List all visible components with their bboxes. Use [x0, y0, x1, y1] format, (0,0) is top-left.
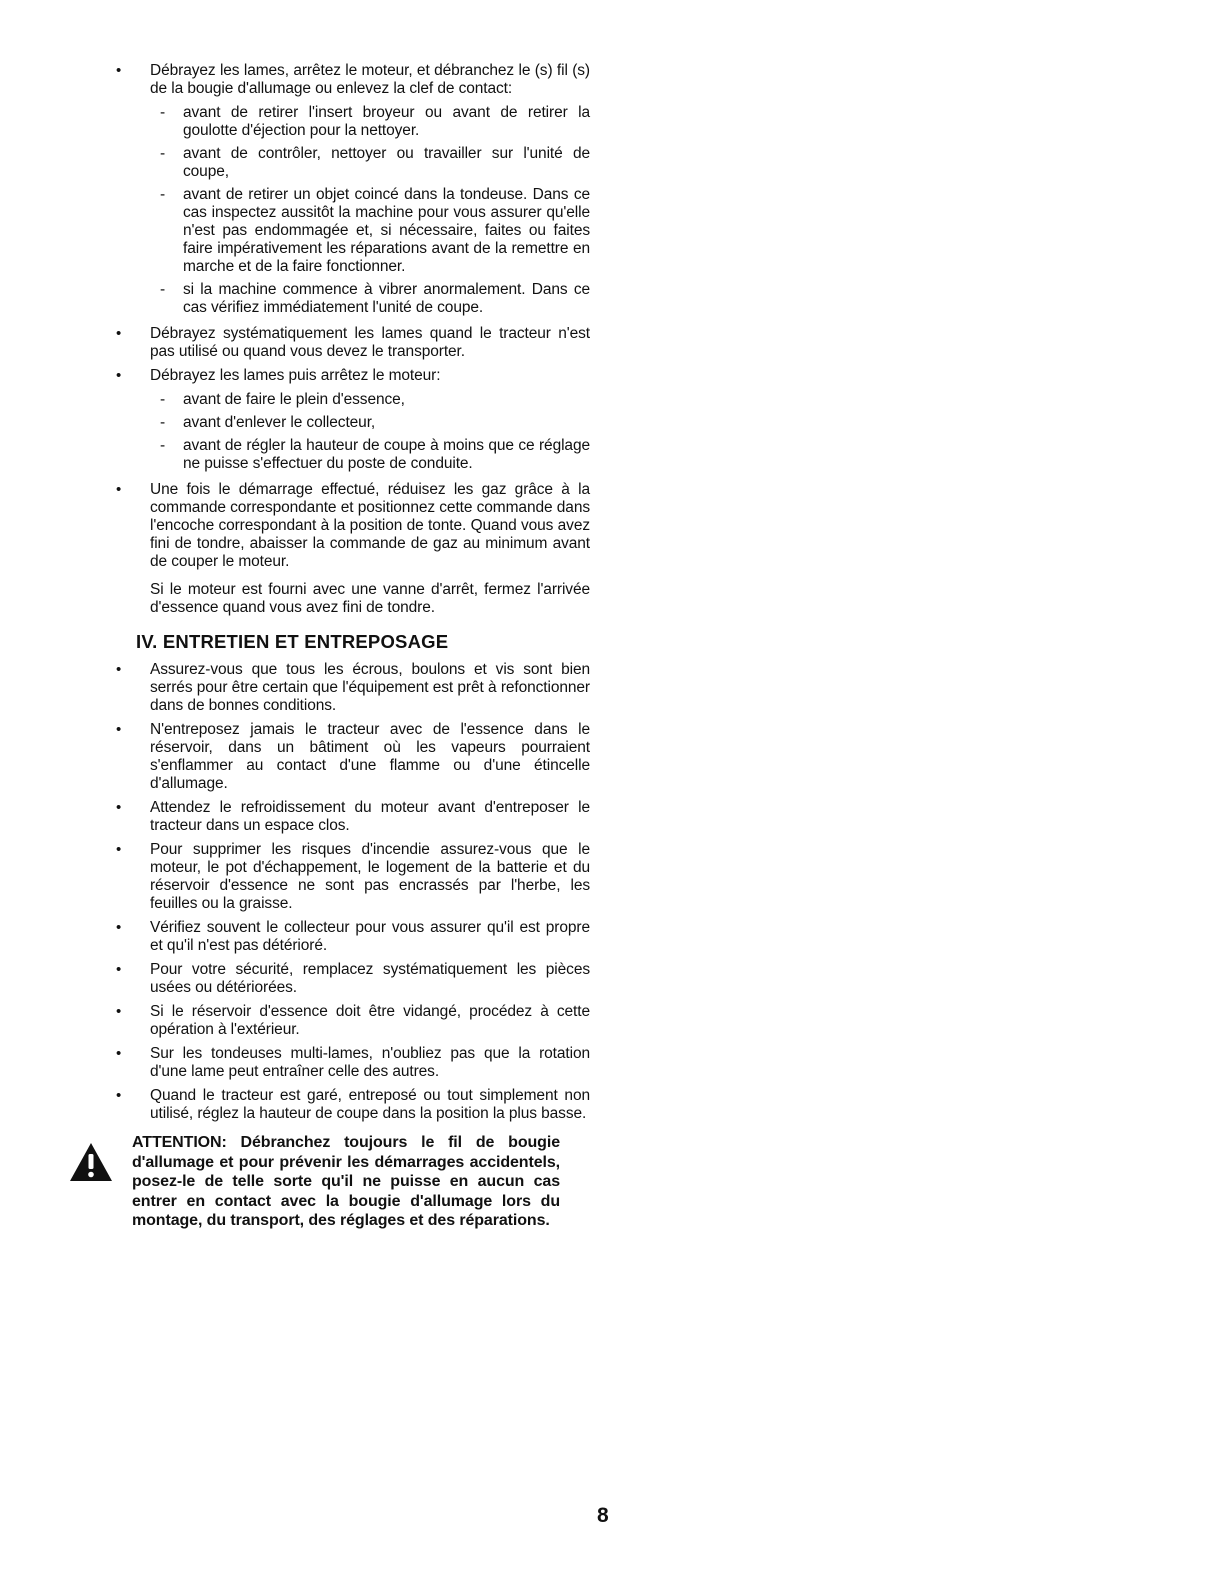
sub-list-item	[108, 145, 590, 181]
list-item	[108, 1003, 590, 1039]
bullet-text: Sur les tondeuses multi-lames, n'oubliez pas que la rotation d'une lame peut entraîner celle des autres.	[150, 1045, 590, 1080]
attention-text: ATTENTION: Débranchez toujours le fil de bougie d'allumage et pour prévenir les démarrages accidentels, posez-le de telle sorte qu'il ne puisse en aucun cas entrer en contact avec la bougie d'allumage lors du montage, du transport, des réglages et des réparations.	[132, 1134, 560, 1229]
sub-list-item	[108, 186, 590, 276]
bullet-text: Débrayez les lames, arrêtez le moteur, et débranchez le (s) fil (s) de la bougie d'allumage ou enlevez la clef de contact:	[150, 62, 590, 97]
bullet-mark: •	[116, 661, 122, 678]
document-column	[108, 62, 590, 1231]
sub-item-text: avant de régler la hauteur de coupe à moins que ce réglage ne puisse s'effectuer du poste de conduite.	[183, 437, 590, 472]
section-heading: IV. ENTRETIEN ET ENTREPOSAGE	[136, 631, 449, 652]
sub-list-item	[108, 391, 590, 409]
bullet-mark: •	[116, 919, 122, 936]
bullet-mark: •	[116, 721, 122, 738]
dash-mark: -	[160, 391, 166, 408]
bullet-mark: •	[116, 961, 122, 978]
list-item	[108, 481, 590, 571]
bullet-text: N'entreposez jamais le tracteur avec de l'essence dans le réservoir, dans un bâtiment où les vapeurs pourraient s'enflammer au contact d'une flamme ou d'une étincelle d'allumage.	[150, 721, 590, 792]
list-item	[108, 325, 590, 361]
dash-mark: -	[160, 437, 166, 454]
list-item	[108, 841, 590, 913]
sub-item-text: avant de retirer l'insert broyeur ou avant de retirer la goulotte d'éjection pour la nettoyer.	[183, 104, 590, 139]
sub-item-text: avant de retirer un objet coincé dans la tondeuse. Dans ce cas inspectez aussitôt la machine pour vous assurer qu'elle n'est pas endommagée et, si nécessaire, faites ou faites faire impérativement les réparations avant de la remettre en marche et de la faire fonctionner.	[183, 186, 590, 275]
list-item	[108, 367, 590, 385]
dash-mark: -	[160, 145, 166, 162]
bullet-mark: •	[116, 1045, 122, 1062]
bullet-text: Attendez le refroidissement du moteur avant d'entreposer le tracteur dans un espace clos.	[150, 799, 590, 834]
list-item	[108, 961, 590, 997]
dash-mark: -	[160, 104, 166, 121]
bullet-mark: •	[116, 799, 122, 816]
sub-item-text: avant d'enlever le collecteur,	[183, 414, 376, 431]
bullet-mark: •	[116, 325, 122, 342]
sub-list-item	[108, 414, 590, 432]
list-item	[108, 721, 590, 793]
warning-triangle-icon	[68, 1141, 114, 1183]
bullet-mark: •	[116, 481, 122, 498]
bullet-text: Une fois le démarrage effectué, réduisez les gaz grâce à la commande correspondante et positionnez cette commande dans l'encoche correspondant à la position de tonte. Quand vous avez fini de tondre, abaisser la commande de gaz au minimum avant de couper le moteur.	[150, 481, 590, 570]
sub-list-item	[108, 104, 590, 140]
bullet-mark: •	[116, 62, 122, 79]
bullet-mark: •	[116, 367, 122, 384]
bullet-mark: •	[116, 841, 122, 858]
dash-mark: -	[160, 186, 166, 203]
sub-list-item	[108, 437, 590, 473]
bullet-text: Quand le tracteur est garé, entreposé ou tout simplement non utilisé, réglez la hauteur de coupe dans la position la plus basse.	[150, 1087, 590, 1122]
list-item	[108, 919, 590, 955]
bullet-text: Pour votre sécurité, remplacez systématiquement les pièces usées ou détériorées.	[150, 961, 590, 996]
bullet-text: Vérifiez souvent le collecteur pour vous assurer qu'il est propre et qu'il n'est pas détérioré.	[150, 919, 590, 954]
bullet-text: Si le réservoir d'essence doit être vidangé, procédez à cette opération à l'extérieur.	[150, 1003, 590, 1038]
bullet-text: Pour supprimer les risques d'incendie assurez-vous que le moteur, le pot d'échappement, le logement de la batterie et du réservoir d'essence ne sont pas encrassés par l'herbe, les feuilles ou la graisse.	[150, 841, 590, 912]
list-item	[108, 62, 590, 98]
list-item	[108, 1045, 590, 1081]
page-number: 8	[597, 1504, 609, 1527]
sub-list-item	[108, 281, 590, 317]
bullet-text: Assurez-vous que tous les écrous, boulons et vis sont bien serrés pour être certain que l'équipement est prêt à refonctionner dans de bonnes conditions.	[150, 661, 590, 714]
bullet-mark: •	[116, 1003, 122, 1020]
dash-mark: -	[160, 414, 166, 431]
attention-notice	[116, 1133, 560, 1231]
bullet-text: Débrayez les lames puis arrêtez le moteur:	[150, 367, 441, 384]
list-item	[108, 1087, 590, 1123]
bullet-mark: •	[116, 1087, 122, 1104]
sub-item-text: avant de contrôler, nettoyer ou travailler sur l'unité de coupe,	[183, 145, 590, 180]
list-item	[108, 799, 590, 835]
list-item	[108, 661, 590, 715]
bullet-text: Débrayez systématiquement les lames quand le tracteur n'est pas utilisé ou quand vous devez le transporter.	[150, 325, 590, 360]
sub-item-text: avant de faire le plein d'essence,	[183, 391, 405, 408]
sub-item-text: si la machine commence à vibrer anormalement. Dans ce cas vérifiez immédiatement l'unité de coupe.	[183, 281, 590, 316]
dash-mark: -	[160, 281, 166, 298]
paragraph: Si le moteur est fourni avec une vanne d'arrêt, fermez l'arrivée d'essence quand vous avez fini de tondre.	[150, 581, 590, 616]
